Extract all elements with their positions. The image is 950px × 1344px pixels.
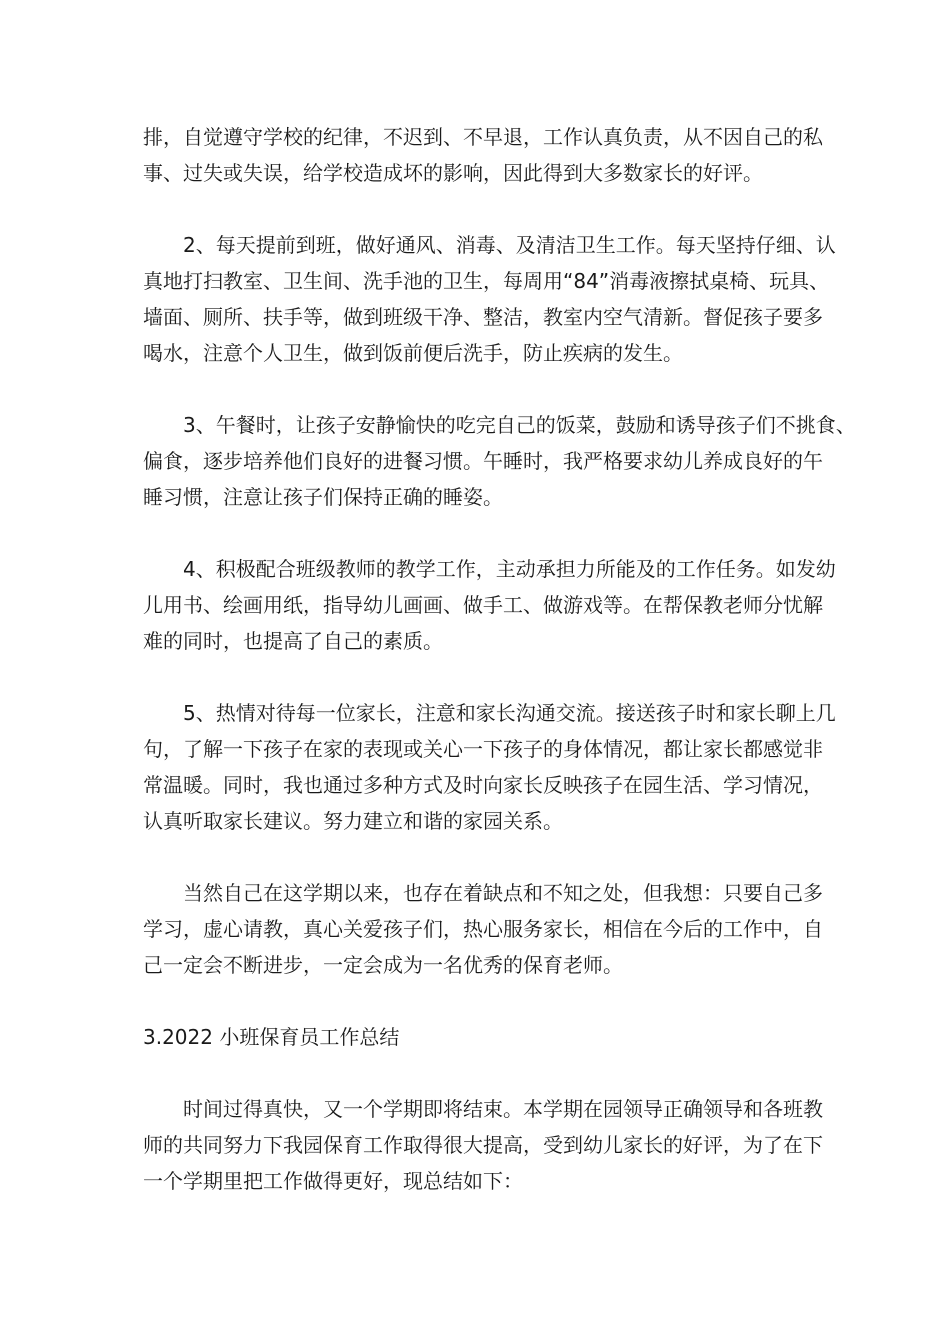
paragraph-continuation [143, 119, 823, 191]
text-line: 偏食，逐步培养他们良好的进餐习惯。午睡时，我严格要求幼儿养成良好的午 [143, 449, 823, 473]
text-line: 己一定会不断进步，一定会成为一名优秀的保育老师。 [143, 953, 623, 977]
paragraph-intro [143, 1091, 823, 1199]
text-line: 句，了解一下孩子在家的表现或关心一下孩子的身体情况，都让家长都感觉非 [143, 737, 823, 761]
text-line: 认真听取家长建议。努力建立和谐的家园关系。 [143, 809, 563, 833]
text-line: 事、过失或失误，给学校造成坏的影响，因此得到大多数家长的好评。 [143, 161, 763, 185]
text-line: 真地打扫教室、卫生间、洗手池的卫生，每周用“84”消毒液擦拭桌椅、玩具、 [143, 269, 830, 293]
text-line: 难的同时，也提高了自己的素质。 [143, 629, 443, 653]
paragraph-conclusion [143, 875, 823, 983]
text-line: 儿用书、绘画用纸，指导幼儿画画、做手工、做游戏等。在帮保教老师分忧解 [143, 593, 823, 617]
text-line: 4、积极配合班级教师的教学工作，主动承担力所能及的工作任务。如发幼 [183, 557, 836, 581]
text-line: 墙面、厕所、扶手等，做到班级干净、整洁，教室内空气清新。督促孩子要多 [143, 305, 823, 329]
text-line: 睡习惯，注意让孩子们保持正确的睡姿。 [143, 485, 503, 509]
text-line: 5、热情对待每一位家长，注意和家长沟通交流。接送孩子时和家长聊上几 [183, 701, 836, 725]
text-line: 一个学期里把工作做得更好，现总结如下： [143, 1169, 523, 1193]
text-line: 师的共同努力下我园保育工作取得很大提高，受到幼儿家长的好评，为了在下 [143, 1133, 823, 1157]
paragraph-item-4 [143, 551, 836, 659]
paragraph-item-2 [143, 227, 836, 371]
document-body [143, 119, 856, 1235]
paragraph-item-3 [143, 407, 856, 515]
text-line: 排，自觉遵守学校的纪律，不迟到、不早退，工作认真负责，从不因自己的私 [143, 125, 823, 149]
text-line: 喝水，注意个人卫生，做到饭前便后洗手，防止疾病的发生。 [143, 341, 683, 365]
text-line: 3、午餐时，让孩子安静愉快的吃完自己的饭菜，鼓励和诱导孩子们不挑食、 [183, 413, 856, 437]
text-line: 常温暖。同时，我也通过多种方式及时向家长反映孩子在园生活、学习情况， [143, 773, 823, 797]
paragraph-item-5 [143, 695, 836, 839]
section-heading: 3.2022 小班保育员工作总结 [143, 1025, 400, 1049]
text-line: 2、每天提前到班，做好通风、消毒、及清洁卫生工作。每天坚持仔细、认 [183, 233, 836, 257]
text-line: 时间过得真快，又一个学期即将结束。本学期在园领导正确领导和各班教 [183, 1097, 823, 1121]
text-line: 当然自己在这学期以来，也存在着缺点和不知之处，但我想：只要自己多 [183, 881, 823, 905]
text-line: 学习，虚心请教，真心关爱孩子们，热心服务家长，相信在今后的工作中，自 [143, 917, 823, 941]
